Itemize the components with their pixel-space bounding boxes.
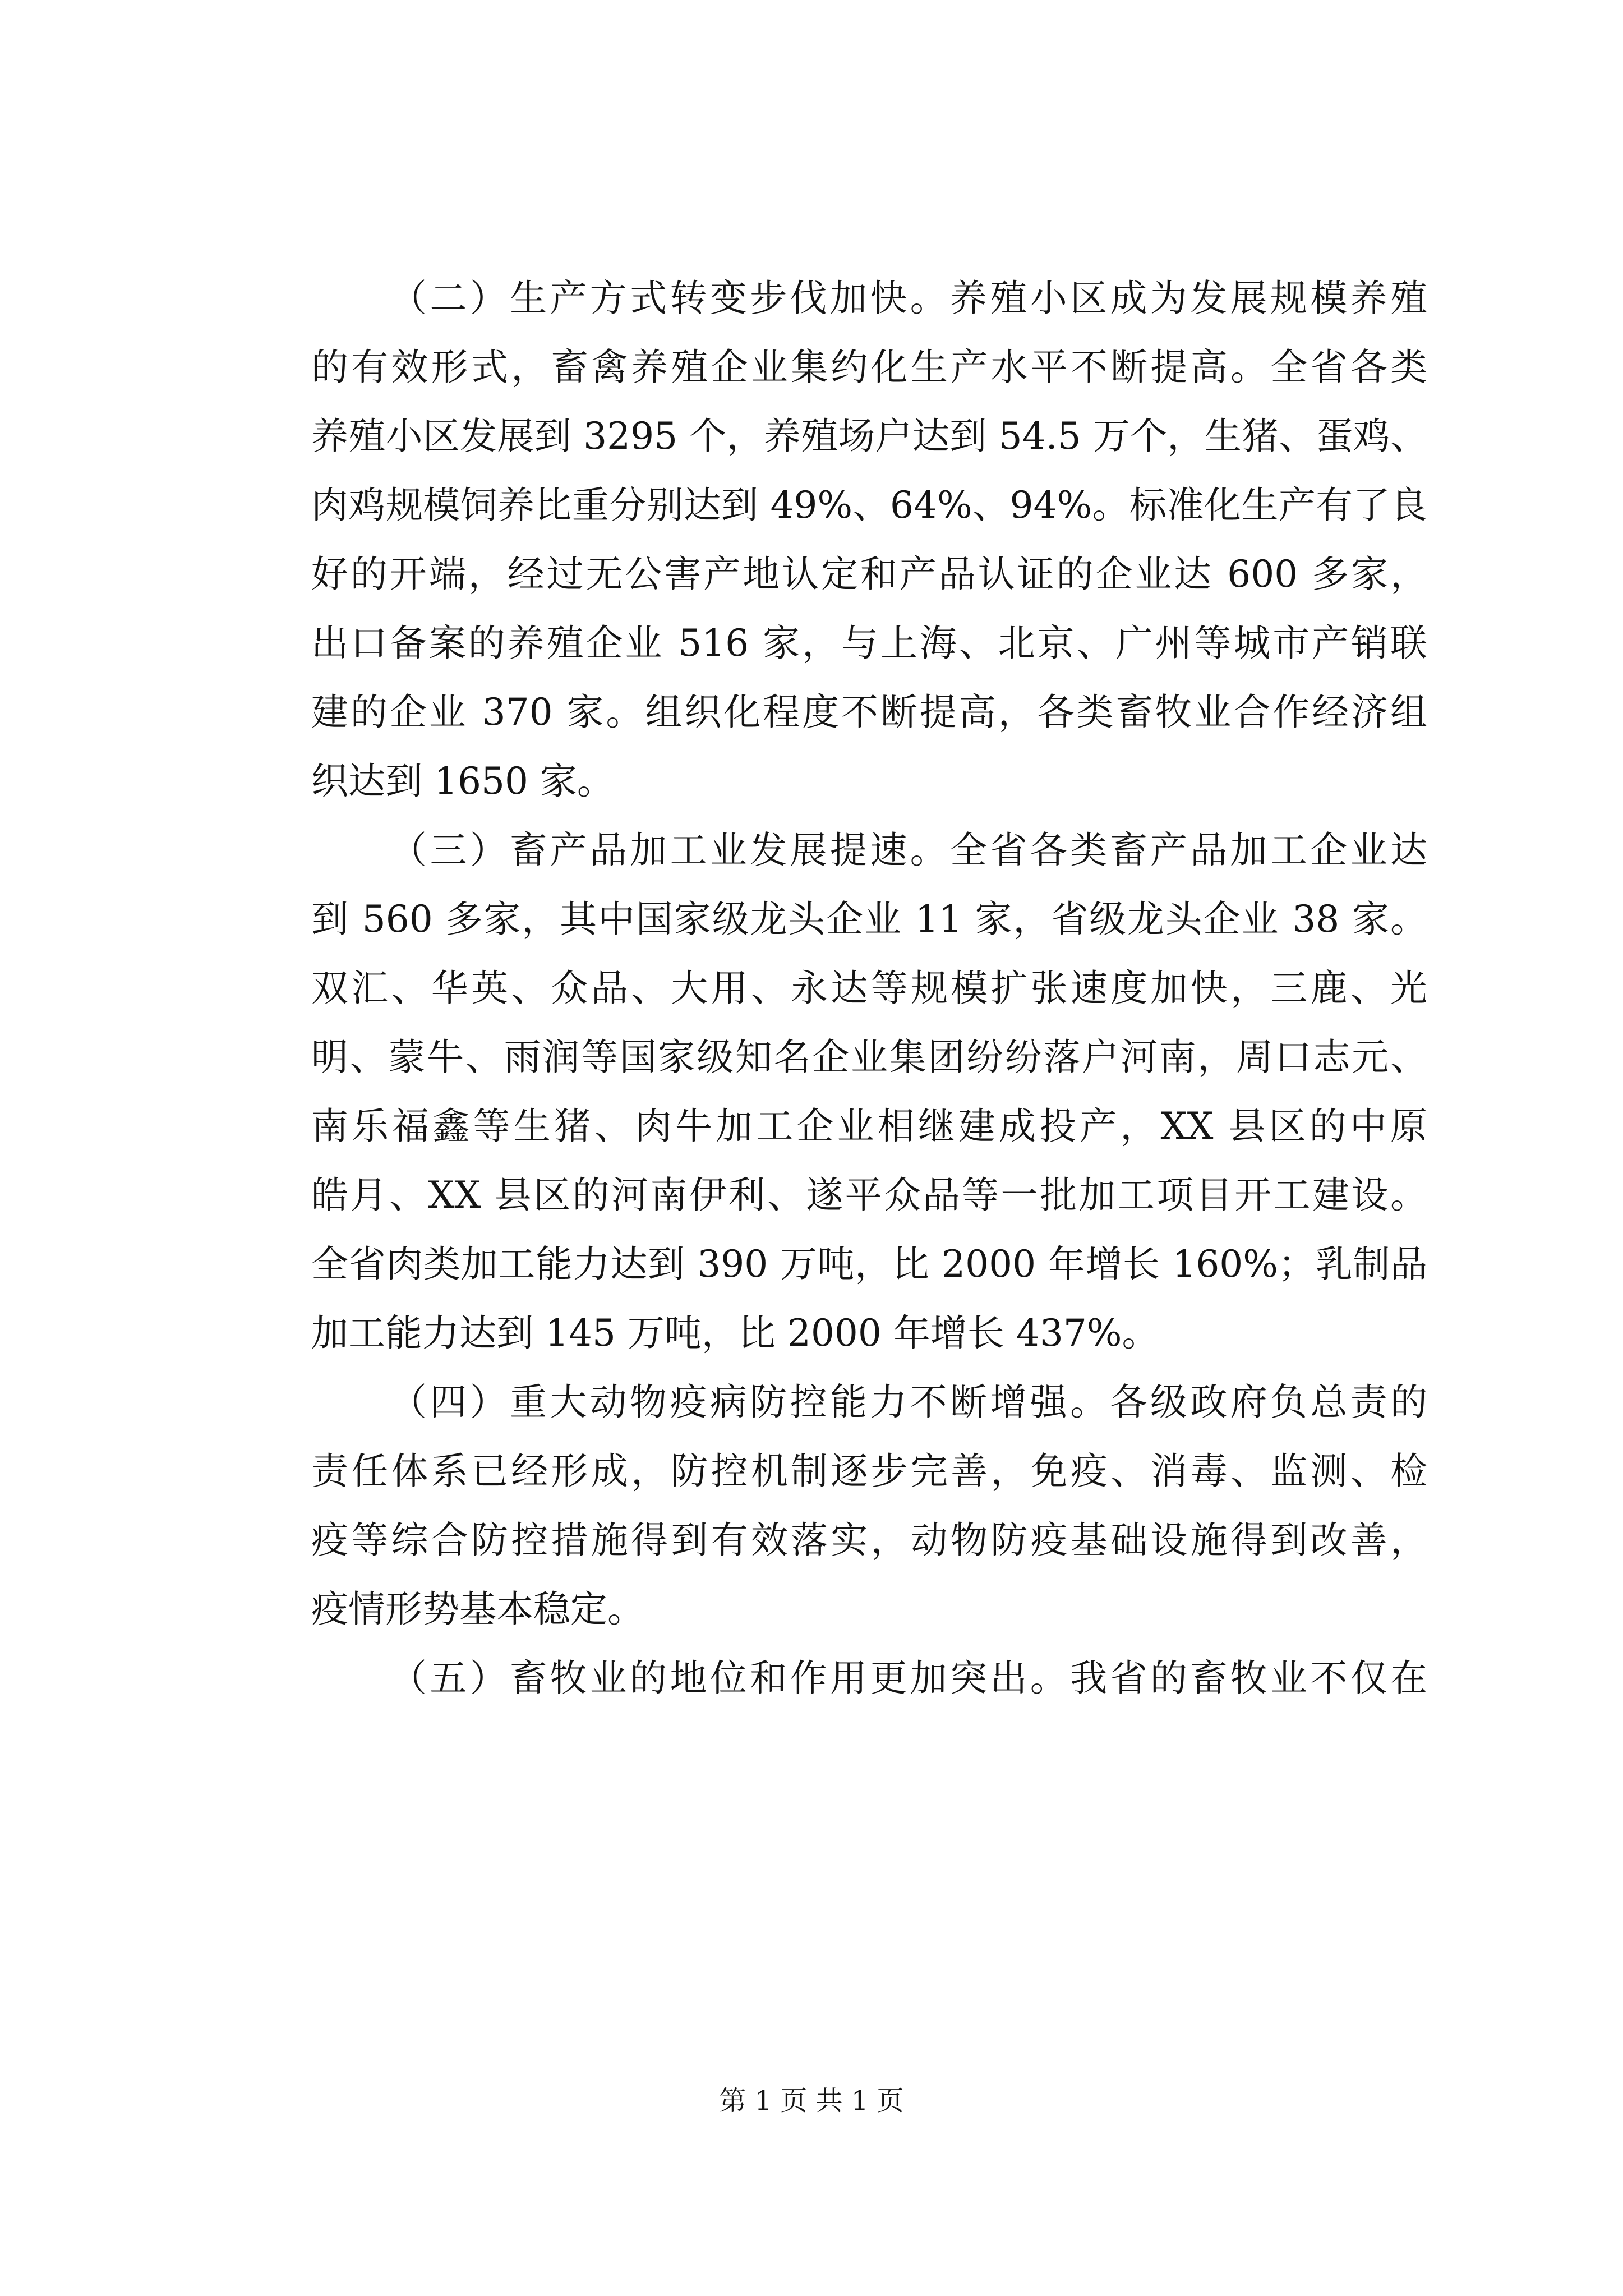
text-line: 双汇、华英、众品、大用、永达等规模扩张速度加快，三鹿、光 (311, 967, 1427, 1010)
text-line: （三）畜产品加工业发展提速。全省各类畜产品加工企业达 (390, 829, 1427, 872)
page-footer (0, 2084, 1623, 2118)
text-line: 好的开端，经过无公害产地认定和产品认证的企业达 600 多家， (311, 553, 1427, 596)
text-line: （五）畜牧业的地位和作用更加突出。我省的畜牧业不仅在 (390, 1657, 1427, 1700)
paragraph-animal-husbandry-status (311, 1644, 1427, 1713)
text-line: 疫等综合防控措施得到有效落实，动物防疫基础设施得到改善， (311, 1519, 1427, 1562)
text-line: 皓月、XX 县区的河南伊利、遂平众品等一批加工项目开工建设。 (311, 1174, 1427, 1217)
paragraph-processing-industry (311, 816, 1427, 1368)
text-line: 出口备案的养殖企业 516 家，与上海、北京、广州等城市产销联 (311, 622, 1427, 665)
text-line: 肉鸡规模饲养比重分别达到 49%、64%、94%。标准化生产有了良 (311, 484, 1427, 527)
text-line: 责任体系已经形成，防控机制逐步完善，免疫、消毒、监测、检 (311, 1450, 1427, 1493)
text-line: （二）生产方式转变步伐加快。养殖小区成为发展规模养殖 (390, 277, 1427, 320)
text-line: 加工能力达到 145 万吨，比 2000 年增长 437%。 (311, 1312, 1159, 1355)
text-line: 织达到 1650 家。 (311, 760, 614, 803)
text-line: 养殖小区发展到 3295 个，养殖场户达到 54.5 万个，生猪、蛋鸡、 (311, 415, 1427, 458)
paragraph-production-mode (311, 264, 1427, 816)
paragraph-disease-control (311, 1368, 1427, 1644)
text-line: 南乐福鑫等生猪、肉牛加工企业相继建成投产，XX 县区的中原 (311, 1105, 1427, 1148)
text-line: 明、蒙牛、雨润等国家级知名企业集团纷纷落户河南，周口志元、 (311, 1036, 1427, 1079)
text-line: 建的企业 370 家。组织化程度不断提高，各类畜牧业合作经济组 (311, 691, 1427, 734)
text-line: 到 560 多家，其中国家级龙头企业 11 家，省级龙头企业 38 家。 (311, 898, 1427, 941)
page-number-label: 第 1 页 共 1 页 (719, 2085, 904, 2116)
text-line: 疫情形势基本稳定。 (311, 1588, 644, 1631)
text-line: 全省肉类加工能力达到 390 万吨，比 2000 年增长 160%；乳制品 (311, 1243, 1427, 1286)
document-body (311, 264, 1427, 1713)
text-line: （四）重大动物疫病防控能力不断增强。各级政府负总责的 (390, 1381, 1427, 1424)
text-line: 的有效形式，畜禽养殖企业集约化生产水平不断提高。全省各类 (311, 346, 1427, 389)
